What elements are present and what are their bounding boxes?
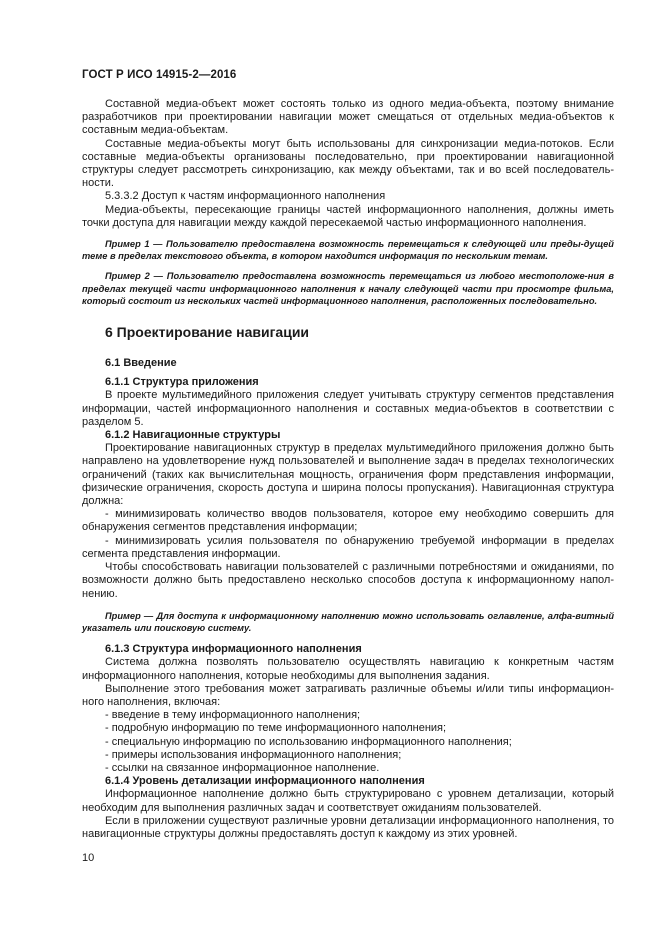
- subsection-heading: 6.1.4 Уровень детализации информационного наполнения: [105, 775, 425, 788]
- paragraph: В проекте мультимедийного приложения следует учитывать структуру сегментов представления информации, частей информационного наполнения и составных медиа-объектов в соответствии с разделом 5.: [82, 389, 614, 428]
- list-item: - минимизировать усилия пользователя по обнаружению требуемой информации в пределах сегмента представления информации.: [82, 534, 614, 560]
- list-item: - примеры использования информационного наполнения;: [105, 748, 402, 761]
- paragraph: Медиа-объекты, пересекающие границы частей информационного наполнения, должны иметь точки доступа для навигации между каждой пересекаемой частью информационного наполнения.: [82, 203, 614, 229]
- list-item: - введение в тему информационного наполнения;: [105, 709, 361, 722]
- example-note: Пример 1 — Пользователю предоставлена возможность перемещаться к следующей или преды-дущей теме в пределах текстового объекта, в котором находится информация по нескольким темам.: [82, 239, 614, 262]
- clause-heading: 5.3.3.2 Доступ к частям информационного наполнения: [105, 190, 386, 203]
- paragraph: Составные медиа-объекты могут быть использованы для синхронизации медиа-потоков. Если составные медиа-объекты организованы последовательно, при проектировании навигационной структуры следует рассмотреть синхронизацию, как между объектами, так и во всей последователь-ности.: [82, 137, 614, 190]
- subsection-heading: 6.1.3 Структура информационного наполнения: [105, 643, 362, 656]
- paragraph: Чтобы способствовать навигации пользователей с различными потребностями и ожиданиями, по возможности должно быть предоставлено несколько способов доступа к информационному напол-нению.: [82, 561, 614, 600]
- paragraph: Информационное наполнение должно быть структурировано с уровнем детализации, который необходим для выполнения различных задач и соответствует ожиданиям пользователей.: [82, 788, 614, 814]
- paragraph: Выполнение этого требования может затрагивать различные объемы и/или типы информацион-ного наполнения, включая:: [82, 682, 614, 708]
- paragraph: Система должна позволять пользователю осуществлять навигацию к конкретным частям информационного наполнения, которые необходимы для выполнения задания.: [82, 656, 614, 682]
- page-number: 10: [82, 852, 95, 864]
- paragraph: Если в приложении существуют различные уровни детализации информационного наполнения, то навигационные структуры должны предоставлять доступ к каждому из этих уровней.: [82, 814, 614, 840]
- section-heading: 6 Проектирование навигации: [105, 324, 310, 341]
- paragraph: Проектирование навигационных структур в пределах мультимедийного приложения должно быть направлено на удовлетворение нужд пользователей и выполнение задач в пределах технологических ограничений (таких как вычислительная мощность, ограничения форм представления информации, физические ограничения, скорость доступа и ширина полосы пропускания). Навигационная структура должна:: [82, 442, 614, 508]
- document-body: [82, 98, 614, 841]
- example-note: Пример 2 — Пользователю предоставлена возможность перемещаться из любого местоположе-ния в пределах текущей части информационного наполнения к началу следующей части при просмотре фильма, который состоит из нескольких частей информационного наполнения, расположенных последовательно.: [82, 271, 614, 306]
- list-item: - специальную информацию по использованию информационного наполнения;: [105, 735, 512, 748]
- document-header: ГОСТ Р ИСО 14915-2—2016: [82, 69, 237, 81]
- subsection-heading: 6.1.1 Структура приложения: [105, 376, 259, 389]
- paragraph: Составной медиа-объект может состоять только из одного медиа-объекта, поэтому внимание разработчиков при проектировании навигации может смещаться от отдельных медиа-объектов к составным медиа-объектам.: [82, 98, 614, 137]
- list-item: - ссылки на связанное информационное наполнение.: [105, 761, 380, 774]
- list-item: - минимизировать количество вводов пользователя, которое ему необходимо совершить для обнаружения сегментов представления информации;: [82, 508, 614, 534]
- subsection-heading: 6.1.2 Навигационные структуры: [105, 429, 281, 442]
- list-item: - подробную информацию по теме информационного наполнения;: [105, 722, 447, 735]
- example-note: Пример — Для доступа к информационному наполнению можно использовать оглавление, алфа-витный указатель или поисковую систему.: [82, 610, 614, 633]
- subsection-heading: 6.1 Введение: [105, 357, 177, 370]
